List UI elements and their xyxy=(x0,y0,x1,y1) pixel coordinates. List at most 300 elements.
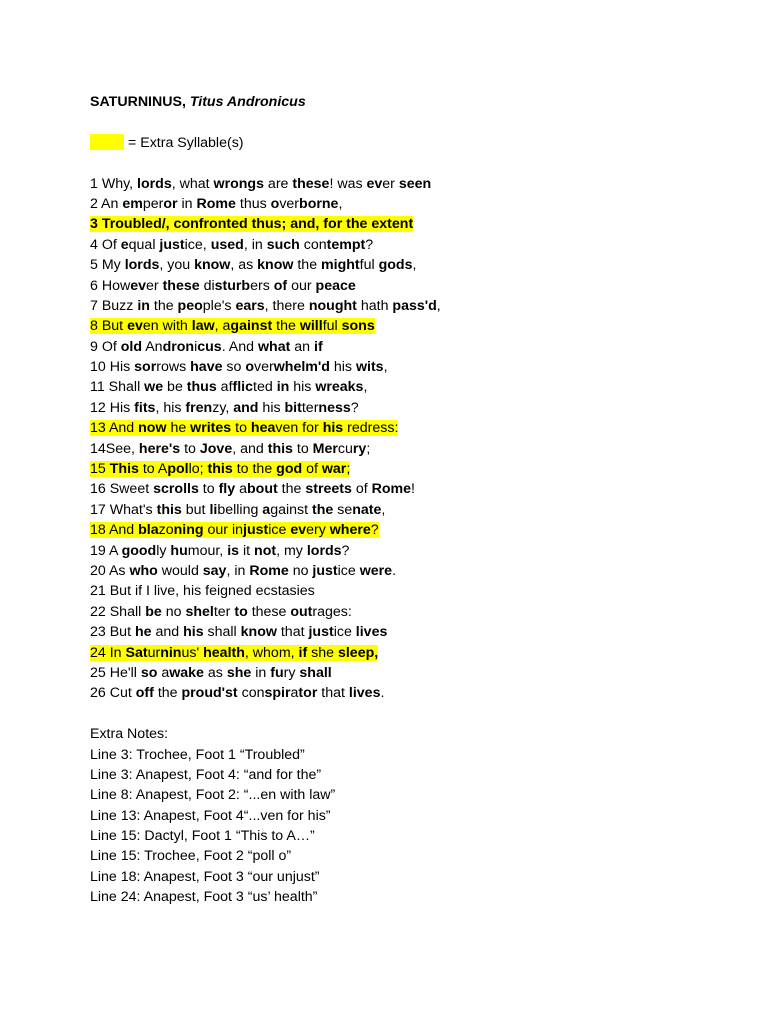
unstressed-text: . xyxy=(392,562,397,579)
unstressed-text: 1 Why, xyxy=(90,175,138,192)
stressed-syllable: old xyxy=(120,338,143,355)
unstressed-text: no xyxy=(288,562,313,579)
unstressed-text: the xyxy=(293,257,322,274)
stressed-syllable: lords xyxy=(137,175,172,192)
stressed-syllable: Rome xyxy=(371,481,412,498)
stressed-syllable: seen xyxy=(398,175,432,192)
stressed-syllable: he xyxy=(134,624,152,641)
stressed-syllable: em xyxy=(122,195,143,212)
spacer xyxy=(90,704,750,724)
unstressed-text: that xyxy=(317,685,349,702)
unstressed-text: his xyxy=(289,379,316,396)
stressed-syllable: shel xyxy=(185,603,214,620)
unstressed-text: so xyxy=(222,359,246,376)
unstressed-text: 7 Buzz xyxy=(90,297,138,314)
verse-line-text xyxy=(90,543,349,559)
unstressed-text: , whom, xyxy=(244,644,299,661)
stressed-syllable: 3 Troubled/, confronted thus; and, for the extent xyxy=(90,216,414,233)
stressed-syllable: so xyxy=(140,664,158,681)
unstressed-text: 22 Shall xyxy=(90,603,146,620)
unstressed-text: 14See, xyxy=(90,440,139,457)
verse-line-text xyxy=(90,665,332,681)
note-item: Line 8: Anapest, Foot 2: “...en with law” xyxy=(90,787,336,804)
stressed-syllable: ev xyxy=(366,175,383,192)
note-item: Line 24: Anapest, Foot 3 “us’ health” xyxy=(90,889,318,906)
unstressed-text: ter xyxy=(301,399,319,416)
legend-text: = Extra Syllable(s) xyxy=(128,134,244,151)
unstressed-text: hath xyxy=(356,297,393,314)
stressed-syllable: fly xyxy=(218,481,236,498)
verse-line xyxy=(90,520,750,540)
unstressed-text: di xyxy=(199,277,215,294)
unstressed-text: she xyxy=(307,644,338,661)
unstressed-text: in xyxy=(251,664,271,681)
verse-line-text xyxy=(90,604,352,620)
stressed-syllable: is xyxy=(227,542,240,559)
unstressed-text: the xyxy=(272,318,300,335)
character-name: SATURNINUS, xyxy=(90,94,186,110)
unstressed-text: ? xyxy=(341,542,350,559)
stressed-syllable: Rome xyxy=(249,562,289,579)
stressed-syllable: dron xyxy=(162,338,195,355)
stressed-syllable: whelm'd xyxy=(273,359,330,376)
stressed-syllable: off xyxy=(135,685,154,702)
verse-line xyxy=(90,418,750,438)
unstressed-text: , xyxy=(436,297,441,314)
verse-line-text xyxy=(90,318,375,334)
verse-line xyxy=(90,622,750,642)
unstressed-text: ; xyxy=(366,440,371,457)
stressed-syllable: proud'st xyxy=(181,685,238,702)
stressed-syllable: o xyxy=(270,195,280,212)
stressed-syllable: Sat xyxy=(125,644,148,661)
document-page xyxy=(90,92,750,908)
unstressed-text: ! xyxy=(411,481,415,498)
unstressed-text: ? xyxy=(370,522,379,539)
verse-line xyxy=(90,479,750,499)
stressed-syllable: Mer xyxy=(312,440,338,457)
unstressed-text: con xyxy=(299,236,327,253)
unstressed-text: 25 He'll xyxy=(90,664,141,681)
unstressed-text: 10 His xyxy=(90,359,135,376)
spacer xyxy=(90,112,750,132)
unstressed-text: lo; xyxy=(188,461,208,478)
stressed-syllable: these xyxy=(292,175,330,192)
unstressed-text: re xyxy=(343,420,360,437)
stressed-syllable: Jove xyxy=(199,440,233,457)
stressed-syllable: ning xyxy=(173,522,204,539)
unstressed-text: belling xyxy=(217,501,263,518)
unstressed-text: ful xyxy=(322,318,342,335)
verse-line-text xyxy=(90,257,416,273)
verse-line-text xyxy=(90,461,350,477)
unstressed-text: se xyxy=(333,501,353,518)
unstressed-text: An xyxy=(142,338,163,355)
unstressed-text: ted xyxy=(253,379,277,396)
stressed-syllable: sons xyxy=(341,318,375,335)
verse-line-text xyxy=(90,359,388,375)
unstressed-text: ice, xyxy=(184,236,211,253)
verse-line xyxy=(90,296,750,316)
stressed-syllable: who xyxy=(129,562,158,579)
unstressed-text: , xyxy=(214,318,223,335)
verse-line-text xyxy=(90,502,385,518)
verse-line xyxy=(90,194,750,214)
stressed-syllable: ev xyxy=(290,522,307,539)
unstressed-text: 5 My xyxy=(90,257,125,274)
verse-line xyxy=(90,643,750,663)
unstressed-text: , in xyxy=(243,236,267,253)
notes-heading: Extra Notes: xyxy=(90,726,169,743)
stressed-syllable: sleep, xyxy=(337,644,379,661)
stressed-syllable: scrolls xyxy=(153,481,199,498)
verse-line-text xyxy=(90,176,431,192)
unstressed-text: the xyxy=(149,297,178,314)
highlight-swatch xyxy=(90,134,124,150)
unstressed-text: , what xyxy=(171,175,214,192)
stressed-syllable: ears xyxy=(235,297,265,314)
stressed-syllable: be xyxy=(145,603,162,620)
verse-line xyxy=(90,439,750,459)
stressed-syllable: not xyxy=(254,542,277,559)
stressed-syllable: his xyxy=(322,420,344,437)
unstressed-text: us' xyxy=(181,644,204,661)
verse-line xyxy=(90,377,750,397)
unstressed-text: , xyxy=(383,359,388,376)
unstressed-text: 23 But xyxy=(90,624,135,641)
verse-line xyxy=(90,663,750,683)
unstressed-text: to the xyxy=(232,461,277,478)
verse-line xyxy=(90,357,750,377)
verse-line-text xyxy=(90,522,379,538)
verse-line xyxy=(90,398,750,418)
unstressed-text: per xyxy=(142,195,164,212)
unstressed-text: be xyxy=(163,379,187,396)
unstressed-text: , you xyxy=(159,257,195,274)
unstressed-text: the xyxy=(277,481,306,498)
unstressed-text: 11 Shall xyxy=(90,379,145,396)
stressed-syllable: of xyxy=(273,277,288,294)
stressed-syllable: lords xyxy=(124,257,160,274)
unstressed-text: zo xyxy=(158,522,174,539)
stressed-syllable: we xyxy=(144,379,164,396)
stressed-syllable: now xyxy=(138,420,167,437)
unstressed-text: ? xyxy=(350,399,359,416)
stressed-syllable: this xyxy=(156,501,182,518)
stressed-syllable: spir xyxy=(264,685,291,702)
stressed-syllable: gainst xyxy=(230,318,273,335)
stressed-syllable: fu xyxy=(270,664,284,681)
stressed-syllable: writes xyxy=(190,420,232,437)
unstressed-text: shall xyxy=(203,624,241,641)
unstressed-text: to xyxy=(231,420,251,437)
stressed-syllable: wits xyxy=(355,359,384,376)
stressed-syllable: to xyxy=(234,603,248,620)
unstressed-text: ; xyxy=(346,461,351,478)
unstressed-text: , my xyxy=(276,542,307,559)
unstressed-text: gainst xyxy=(270,501,312,518)
unstressed-text: con xyxy=(237,685,265,702)
stressed-syllable: were xyxy=(359,562,393,579)
document-title xyxy=(90,92,750,112)
unstressed-text: , and xyxy=(232,440,268,457)
stressed-syllable: just xyxy=(308,624,334,641)
stressed-syllable: hu xyxy=(170,542,188,559)
stressed-syllable: sturb xyxy=(214,277,251,294)
stressed-syllable: fren xyxy=(185,399,213,416)
unstressed-text: ice xyxy=(268,522,291,539)
stressed-syllable: such xyxy=(266,236,300,253)
stressed-syllable: lives xyxy=(355,624,388,641)
stressed-syllable: in xyxy=(137,297,150,314)
stressed-syllable: health xyxy=(203,644,245,661)
unstressed-text: 2 An xyxy=(90,195,123,212)
verse-line-text xyxy=(90,481,415,497)
stressed-syllable: tor xyxy=(298,685,318,702)
verse-line xyxy=(90,459,750,479)
stressed-syllable: these xyxy=(162,277,200,294)
unstressed-text: er xyxy=(382,175,399,192)
verse-line-text xyxy=(90,645,378,661)
stressed-syllable: if xyxy=(298,644,308,661)
stressed-syllable: borne xyxy=(299,195,339,212)
unstressed-text: af xyxy=(216,379,233,396)
verse-line xyxy=(90,602,750,622)
stressed-syllable: bout xyxy=(246,481,278,498)
unstressed-text: 8 But xyxy=(90,318,128,335)
unstressed-text: 12 His xyxy=(90,399,135,416)
verse-line xyxy=(90,316,750,336)
stressed-syllable: cus xyxy=(197,338,222,355)
unstressed-text: 26 Cut xyxy=(90,685,136,702)
unstressed-text: rows xyxy=(156,359,191,376)
unstressed-text: ur xyxy=(147,644,161,661)
verse-line-text xyxy=(90,196,342,212)
unstressed-text: dress xyxy=(359,420,395,437)
stressed-syllable: might xyxy=(321,257,360,274)
unstressed-text: 18 And xyxy=(90,522,139,539)
verse-line-text xyxy=(90,379,367,395)
stressed-syllable: peace xyxy=(315,277,356,294)
unstressed-text: no xyxy=(161,603,186,620)
stressed-syllable: gods xyxy=(378,257,413,274)
notes-list xyxy=(90,745,750,908)
unstressed-text: but xyxy=(181,501,210,518)
stressed-syllable: flic xyxy=(232,379,254,396)
unstressed-text: these xyxy=(247,603,291,620)
stressed-syllable: his xyxy=(183,624,204,641)
stressed-syllable: used xyxy=(210,236,244,253)
stressed-syllable: pol xyxy=(167,461,189,478)
stressed-syllable: just xyxy=(243,522,269,539)
unstressed-text: a xyxy=(235,481,247,498)
stressed-syllable: know xyxy=(240,624,277,641)
verse-line-text xyxy=(90,216,413,232)
verse-lines xyxy=(90,174,750,704)
verse-line-text xyxy=(90,563,396,579)
unstressed-text: , xyxy=(363,379,368,396)
stressed-syllable: ev xyxy=(130,277,146,294)
stressed-syllable: nate xyxy=(352,501,382,518)
stressed-syllable: what xyxy=(258,338,291,355)
verse-line xyxy=(90,683,750,703)
stressed-syllable: lives xyxy=(348,685,381,702)
unstressed-text: as xyxy=(203,664,227,681)
unstressed-text: : xyxy=(347,603,352,620)
stressed-syllable: wrongs xyxy=(213,175,264,192)
unstressed-text: ra xyxy=(312,603,326,620)
unstressed-text: ly xyxy=(156,542,171,559)
unstressed-text: are xyxy=(263,175,293,192)
stressed-syllable: law xyxy=(191,318,215,335)
unstressed-text: to xyxy=(198,481,219,498)
unstressed-text: ful xyxy=(359,257,379,274)
stressed-syllable: fits xyxy=(134,399,156,416)
stressed-syllable: o xyxy=(245,359,255,376)
stressed-syllable: Rome xyxy=(196,195,236,212)
unstressed-text: , xyxy=(338,195,343,212)
verse-line xyxy=(90,541,750,561)
note-item: Line 3: Trochee, Foot 1 “Troubled” xyxy=(90,746,305,763)
verse-line xyxy=(90,276,750,296)
stressed-syllable: this xyxy=(267,440,293,457)
unstressed-text: 20 As xyxy=(90,562,130,579)
unstressed-text: , xyxy=(412,257,417,274)
stressed-syllable: ev xyxy=(127,318,143,335)
verse-line-text xyxy=(90,339,323,355)
stressed-syllable: out xyxy=(290,603,313,620)
stressed-syllable: shall xyxy=(299,664,332,681)
stressed-syllable: if xyxy=(314,338,323,355)
unstressed-text: 24 In xyxy=(90,644,126,661)
stressed-syllable: bit xyxy=(284,399,302,416)
verse-line xyxy=(90,500,750,520)
stressed-syllable: just xyxy=(159,236,185,253)
unstressed-text: that xyxy=(276,624,309,641)
stressed-syllable: hea xyxy=(250,420,276,437)
verse-line xyxy=(90,337,750,357)
unstressed-text: ven for xyxy=(275,420,323,437)
unstressed-text: thus xyxy=(235,195,271,212)
unstressed-text: 15 xyxy=(90,461,110,478)
stressed-syllable: where xyxy=(329,522,371,539)
unstressed-text: 21 But if I live, his feigned ecstasies xyxy=(90,583,315,600)
unstressed-text: ges xyxy=(325,603,348,620)
stressed-syllable: war xyxy=(321,461,347,478)
unstressed-text: ? xyxy=(365,236,374,253)
unstressed-text: ver xyxy=(254,359,274,376)
note-item: Line 13: Anapest, Foot 4“...ven for his” xyxy=(90,807,331,824)
unstressed-text: 16 Sweet xyxy=(90,481,154,498)
stressed-syllable: god xyxy=(276,461,303,478)
unstressed-text: it xyxy=(239,542,255,559)
stressed-syllable: good xyxy=(121,542,157,559)
unstressed-text: to A xyxy=(138,461,168,478)
unstressed-text: , as xyxy=(230,257,258,274)
legend xyxy=(90,133,750,153)
stressed-syllable: have xyxy=(190,359,223,376)
stressed-syllable: ness xyxy=(318,399,351,416)
verse-line xyxy=(90,235,750,255)
unstressed-text: , there xyxy=(264,297,309,314)
unstressed-text: our xyxy=(287,277,316,294)
verse-line-text xyxy=(90,278,356,294)
stressed-syllable: ry xyxy=(352,440,367,457)
unstressed-text: he xyxy=(166,420,191,437)
unstressed-text: , xyxy=(381,501,386,518)
unstressed-text: 6 How xyxy=(90,277,131,294)
unstressed-text: of xyxy=(351,481,372,498)
stressed-syllable: sor xyxy=(134,359,157,376)
stressed-syllable: tempt xyxy=(326,236,366,253)
stressed-syllable: bla xyxy=(138,522,159,539)
stressed-syllable: know xyxy=(257,257,294,274)
stressed-syllable: say xyxy=(202,562,227,579)
unstressed-text: 19 A xyxy=(90,542,122,559)
note-item: Line 18: Anapest, Foot 3 “our unjust” xyxy=(90,868,320,885)
unstressed-text: mour, xyxy=(187,542,228,559)
unstressed-text: : xyxy=(394,420,399,437)
unstressed-text: in xyxy=(177,195,197,212)
unstressed-text: his xyxy=(258,399,285,416)
unstressed-text: ers xyxy=(250,277,274,294)
stressed-syllable: or xyxy=(163,195,178,212)
unstressed-text: a xyxy=(157,664,170,681)
unstressed-text: . xyxy=(380,685,385,702)
unstressed-text: cu xyxy=(337,440,353,457)
stressed-syllable: nought xyxy=(308,297,357,314)
stressed-syllable: will xyxy=(299,318,323,335)
verse-line xyxy=(90,561,750,581)
play-title: Titus Andronicus xyxy=(189,94,306,110)
unstressed-text: ice xyxy=(337,562,360,579)
verse-line-text xyxy=(90,420,398,436)
unstressed-text: ! was xyxy=(329,175,367,192)
unstressed-text: ter xyxy=(213,603,235,620)
unstressed-text: 13 And xyxy=(90,420,139,437)
unstressed-text: and xyxy=(151,624,184,641)
unstressed-text: en with xyxy=(142,318,192,335)
verse-line-text xyxy=(90,237,373,253)
stressed-syllable: e xyxy=(120,236,129,253)
unstressed-text: i xyxy=(194,338,198,355)
unstressed-text: 4 Of xyxy=(90,236,121,253)
stressed-syllable: nin xyxy=(160,644,182,661)
unstressed-text: qual xyxy=(128,236,160,253)
unstressed-text: ple's xyxy=(202,297,236,314)
verse-line-text xyxy=(90,298,441,314)
unstressed-text: the xyxy=(153,685,182,702)
unstressed-text: ice xyxy=(333,624,356,641)
stressed-syllable: thus xyxy=(186,379,217,396)
unstressed-text: 17 What's xyxy=(90,501,157,518)
verse-line-text xyxy=(90,400,359,416)
unstressed-text: his xyxy=(329,359,356,376)
stressed-syllable: the xyxy=(312,501,334,518)
unstressed-text: . And xyxy=(221,338,258,355)
unstressed-text: would xyxy=(157,562,203,579)
unstressed-text: er xyxy=(146,277,163,294)
note-item: Line 3: Anapest, Foot 4: “and for the” xyxy=(90,766,322,783)
stressed-syllable: wreaks xyxy=(315,379,364,396)
unstressed-text: a xyxy=(222,318,231,335)
unstressed-text: to xyxy=(180,440,200,457)
verse-line xyxy=(90,255,750,275)
stressed-syllable: here's xyxy=(138,440,181,457)
stressed-syllable: streets xyxy=(305,481,352,498)
stressed-syllable: pass'd xyxy=(392,297,437,314)
unstressed-text: an xyxy=(290,338,314,355)
